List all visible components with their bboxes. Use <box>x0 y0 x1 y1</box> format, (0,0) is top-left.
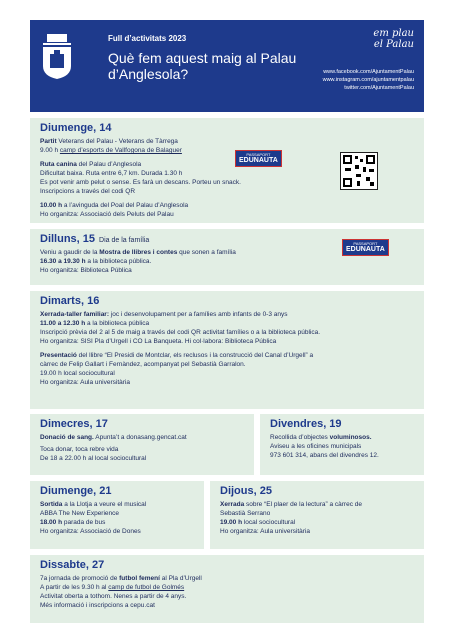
section-dijous-25: Dijous, 25 Xerrada sobre “El plaer de la lectura” a càrrec de Sebastià Serrano 19.00 h local sociocultural Ho organitza: Aula universitària <box>210 481 424 549</box>
section-title: Diumenge, 14 <box>40 122 112 134</box>
section-diumenge-21: Diumenge, 21 Sortida a la Llotja a veure el musical ABBA The New Experience 18.00 h parada de bus Ho organitza: Associació de Dones <box>30 481 204 549</box>
section-dissabte-27: Dissabte, 27 7a jornada de promoció de futbol femení al Pla d’Urgell A partir de les 9.30 h al camp de futbol de Golmés Activitat oberta a tothom. Nenes a partir de 4 anys. Més informació i inscripcions a cepu.cat <box>30 555 424 623</box>
section-divendres-19: Divendres, 19 Recollida d’objectes voluminosos. Aviseu a les oficines municipals 973 601 314, abans del divendres 12. <box>260 414 424 475</box>
twitter-link[interactable]: twitter.com/AjuntamentPalau <box>344 85 414 91</box>
section-dilluns-15: Dilluns, 15 Dia de la família Veniu a gaudir de la Mostra de llibres i contes que sonen a família 16.30 a 19.30 h a la biblioteca pública. Ho organitza: Biblioteca Pública PASSAPORT EDUNAUTA <box>30 229 424 285</box>
page-title: Què fem aquest maig al Palau d’Anglesola? <box>108 50 297 82</box>
facebook-link[interactable]: www.facebook.com/AjuntamentPalau <box>323 69 414 75</box>
header-kicker: Full d’activitats 2023 <box>108 34 187 43</box>
place-link[interactable]: camp d’esports de Vallfogona de Balaguer <box>59 147 182 154</box>
section-dimecres-17: Dimecres, 17 Donació de sang. Apunta’t a donasang.gencat.cat Toca donar, toca rebre vida De 18 a 22.00 h al local sociocultural <box>30 414 254 475</box>
header-banner <box>30 20 424 112</box>
place-link[interactable]: camp de futbol de Golmés <box>108 584 185 591</box>
edunauta-passport-badge: PASSAPORT EDUNAUTA <box>342 239 389 256</box>
section-title: Dijous, 25 <box>220 485 272 497</box>
edunauta-passport-badge: PASSAPORT EDUNAUTA <box>235 150 282 167</box>
section-title: Dimarts, 16 <box>40 295 100 307</box>
section-title: Divendres, 19 <box>270 418 342 430</box>
brand-logo: em plau el Palau <box>373 28 414 50</box>
section-title: Dilluns, 15 Dia de la família <box>40 233 150 245</box>
town-coat-of-arms-icon <box>40 32 74 80</box>
section-title: Dissabte, 27 <box>40 559 105 571</box>
section-title: Dimecres, 17 <box>40 418 108 430</box>
section-diumenge-14: Diumenge, 14 Partit Veterans del Palau - Veterans de Tàrrega 9.00 h camp d’esports de Vallfogona de Balaguer Ruta canina del Palau d’Anglesola Dificultat baixa. Ruta entre 6,7 km. Durada 1.30 h Es pot venir amb pelut o sense. Es farà un descans. Porteu un snack. Inscripcions a través del codi QR 10.00 h a l’avinguda del Poal del Palau d’Anglesola Ho organitza: Associació dels Peluts del Palau PASSAPORT EDUNAUTA <box>30 118 424 223</box>
section-dimarts-16: Dimarts, 16 Xerrada-taller familiar: joc i desenvolupament per a famílies amb infants de 0-3 anys 11.00 a 12.30 h a la biblioteca pública Inscripció prèvia del 2 al 5 de maig a través del codi QR activitat famílies o a la biblioteca pública. Ho organitza: SISI Pla d’Urgell i CO La Banqueta. Hi col·labora: Biblioteca Pública Presentació del llibre “El Presidi de Montclar, els reclusos i la construcció del Canal d’Urgell” a càrrec de Felip Gallart i Fernàndez, acompanyat pel Sebastià Garralon. 19.00 h local sociocultural Ho organitza: Aula universitària <box>30 291 424 409</box>
social-links <box>323 68 414 92</box>
section-title: Diumenge, 21 <box>40 485 112 497</box>
instagram-link[interactable]: www.instagram.com/ajuntamentpalau <box>322 77 414 83</box>
qr-code-icon[interactable] <box>340 152 378 190</box>
